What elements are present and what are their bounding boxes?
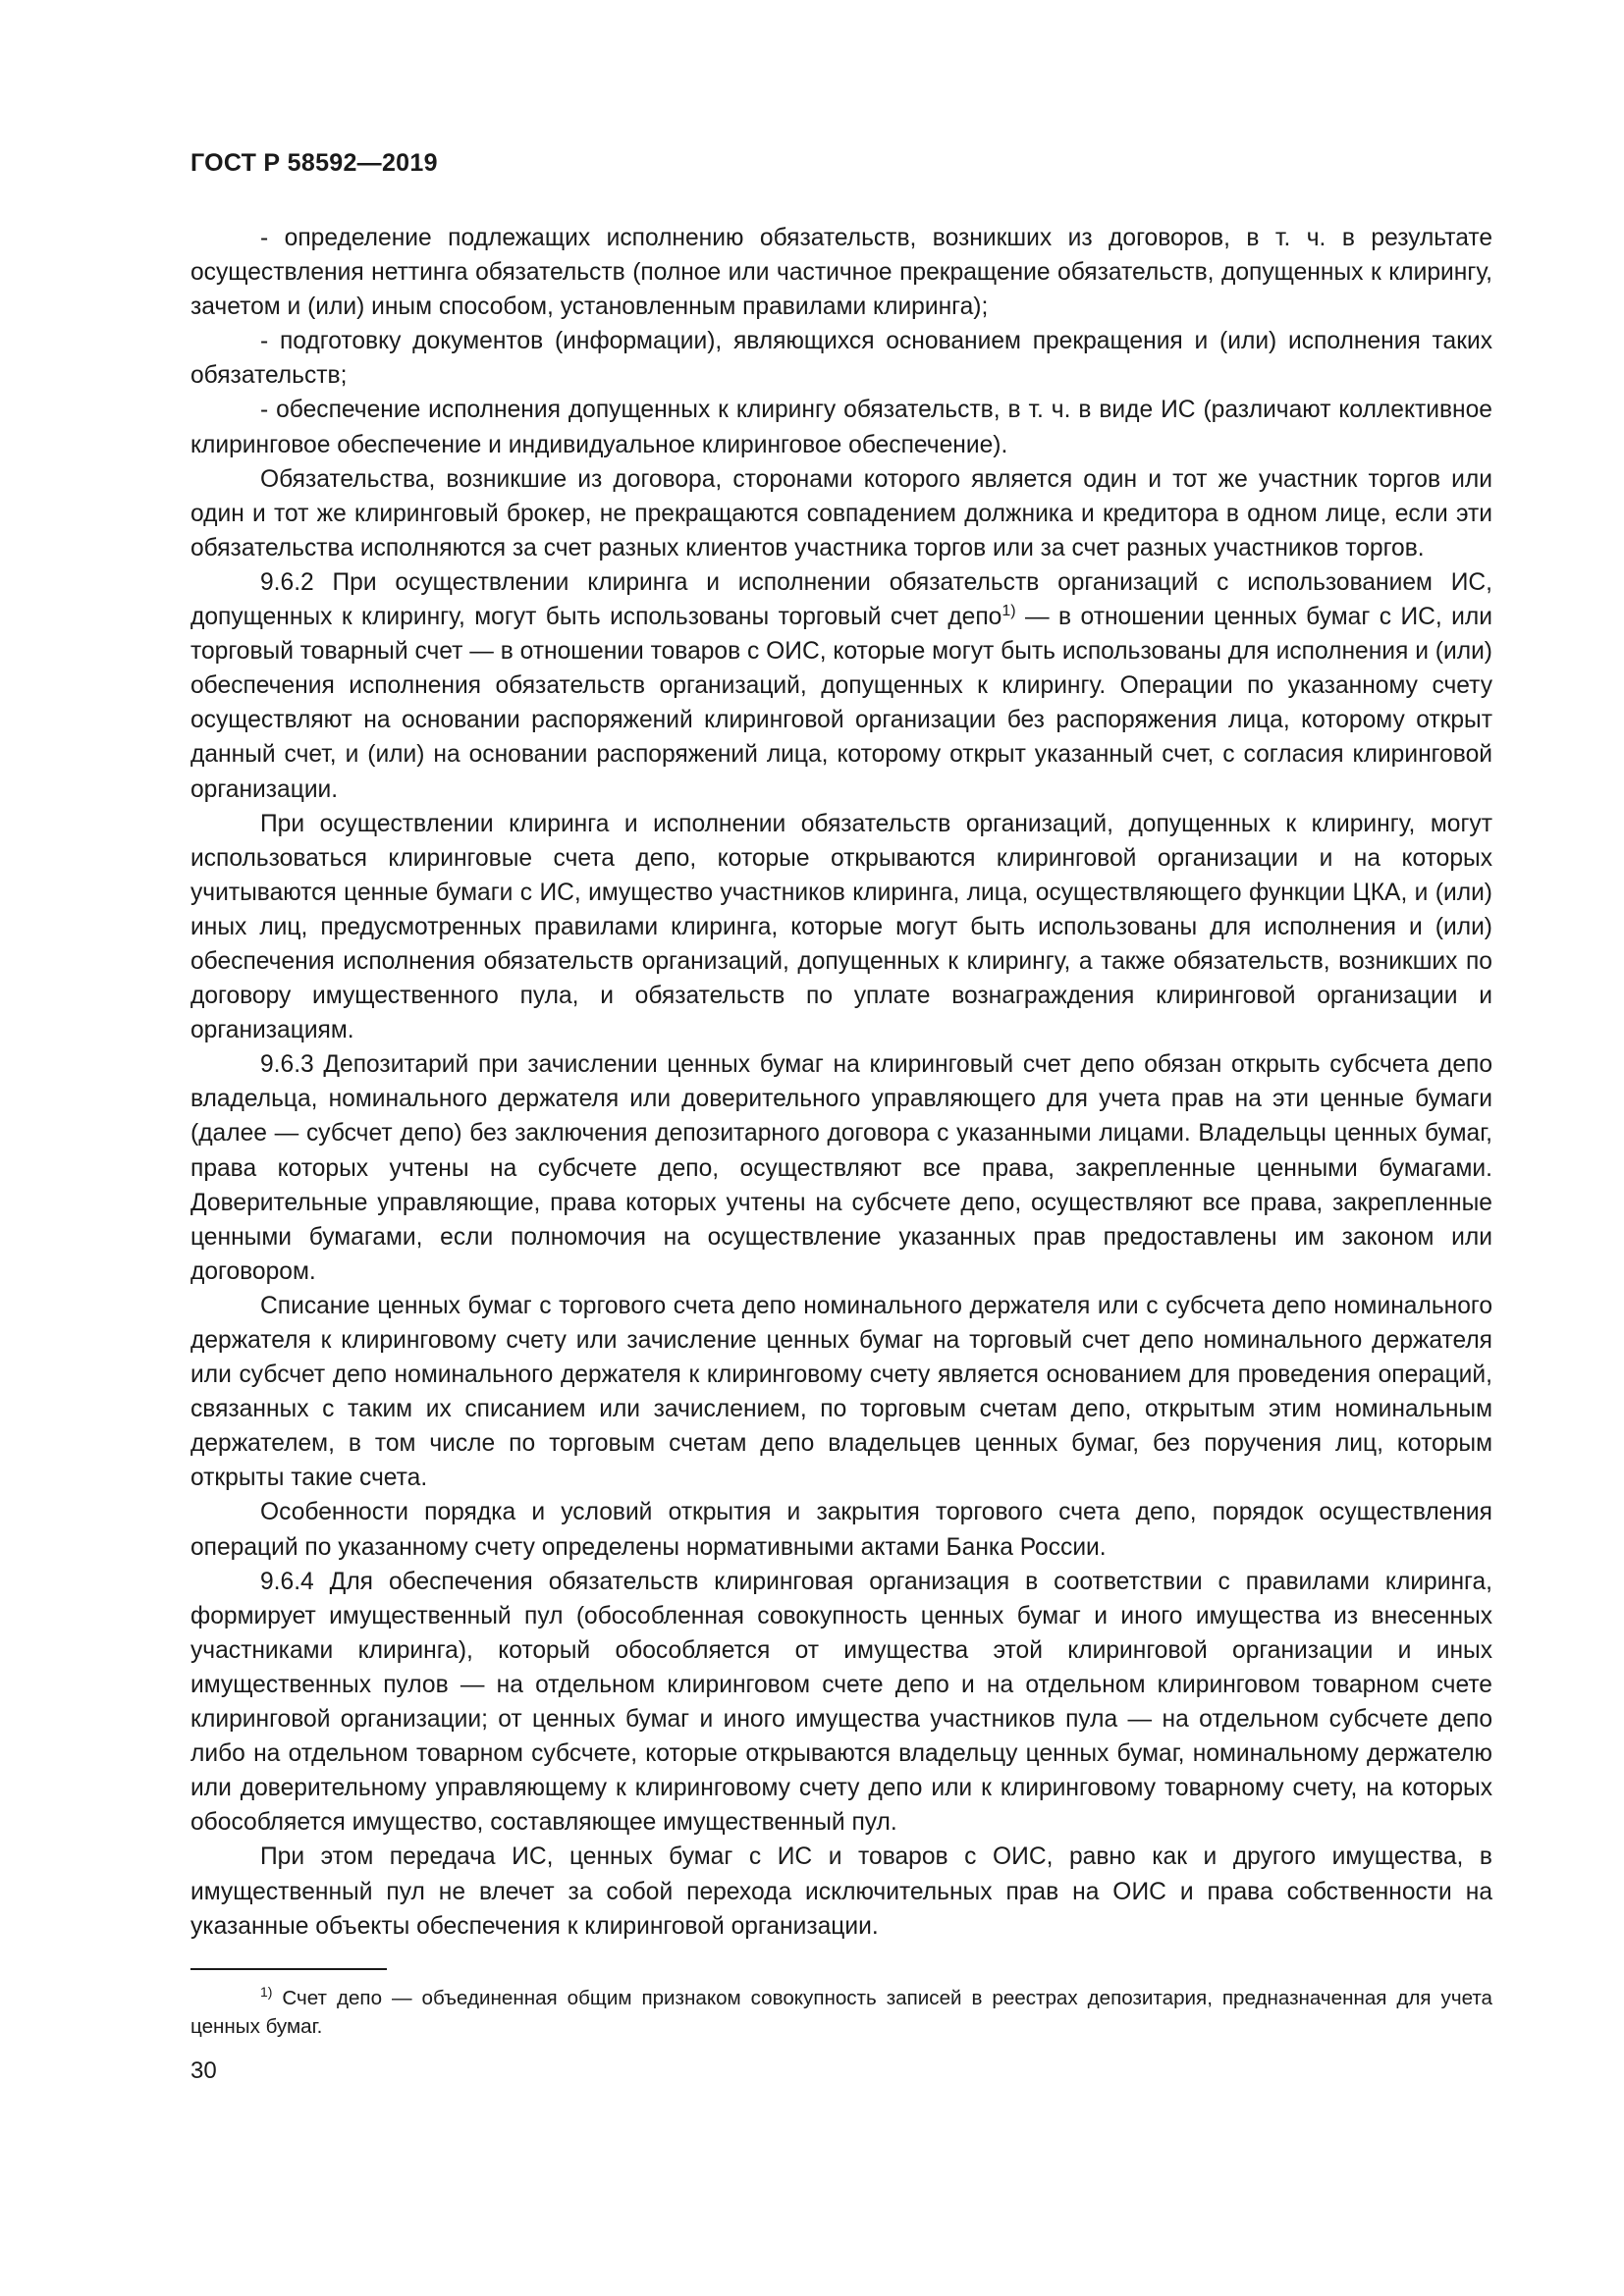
paragraph-property-pool-transfer: При этом передача ИС, ценных бумаг с ИС и товаров с ОИС, равно как и другого имущества, в имущественный пул не влечет за собой перехода исключительных прав на ОИС и права собственности на указанные объекты обеспечения к клиринговой организации.: [190, 1843, 1492, 1940]
paragraph-obligations-same-party: Обязательства, возникшие из договора, сторонами которого является один и тот же участник торгов или один и тот же клиринговый брокер, не прекращаются совпадением должника и кредитора в одном лице, если эти обязательства исполняются за счет разных клиентов участника торгов или за счет разных участников торгов.: [190, 465, 1492, 561]
footnote-marker: 1): [260, 1984, 273, 2000]
paragraph-9-6-3: 9.6.3 Депозитарий при зачислении ценных бумаг на клиринговый счет депо обязан открыть субсчета депо владельца, номинального держателя или доверительного управляющего для учета прав на эти ценные бумаги (далее — субсчет депо) без заключения депозитарного договора с указанными лицами. Владельцы ценных бумаг, права которых учтены на субсчете депо, осуществляют все права, закрепленные ценными бумагами. Доверительные управляющие, права которых учтены на субсчете депо, осуществляют все права, закрепленные ценными бумагами, если полномочия на осуществление указанных прав предоставлены им законом или договором.: [190, 1051, 1492, 1285]
footnote-divider: [190, 1968, 387, 1970]
paragraph-collateral: - обеспечение исполнения допущенных к клирингу обязательств, в т. ч. в виде ИС (различают коллективное клиринговое обеспечение и индивидуальное клиринговое обеспечение).: [190, 397, 1492, 458]
page-number: 30: [190, 2057, 217, 2084]
paragraph-9-6-2: [190, 565, 1492, 807]
footnote-reference: 1): [1001, 603, 1016, 620]
paragraph-clearing-obligations: - определение подлежащих исполнению обязательств, возникших из договоров, в т. ч. в результате осуществления неттинга обязательств (полное или частичное прекращение обязательств, допущенных к клирингу, зачетом и (или) иным способом, установленным правилами клиринга);: [190, 225, 1492, 321]
paragraph-clearing-depo-accounts: При осуществлении клиринга и исполнении обязательств организаций, допущенных к клирингу, могут использоваться клиринговые счета депо, которые открываются клиринговой организации и на которых учитываются ценные бумаги с ИС, имущество участников клиринга, лица, осуществляющего функции ЦКА, и (или) иных лиц, предусмотренных правилами клиринга, которые могут быть использованы для исполнения и (или) обеспечения исполнения обязательств организаций, допущенных к клирингу, а также обязательств, возникших по договору имущественного пула, и обязательств по уплате вознаграждения клиринговой организации и организациям.: [190, 810, 1492, 1044]
paragraph-9-6-2-text-end: — в отношении ценных бумаг с ИС, или торговый товарный счет — в отношении товаров с ОИС, которые могут быть использованы для исполнения и (или) обеспечения исполнения обязательств организаций, допущенных к клирингу. Операции по указанному счету осуществляют на основании распоряжений клиринговой организации без распоряжения лица, которому открыт данный счет, и (или) на основании распоряжений лица, которому открыт указанный счет, с согласия клиринговой организации.: [190, 604, 1493, 803]
footnote: [190, 1984, 1492, 2041]
paragraph-securities-write-off: Списание ценных бумаг с торгового счета депо номинального держателя или с субсчета депо номинального держателя к клиринговому счету или зачисление ценных бумаг на торговый счет депо номинального держателя или субсчет депо номинального держателя к клиринговому счету является основанием для проведения операций, связанных с таким их списанием или зачислением, по торговым счетам депо, открытым этим номинальным держателем, в том числе по торговым счетам депо владельцев ценных бумаг, без поручения лиц, которым открыты такие счета.: [190, 1292, 1492, 1492]
paragraph-trading-account-procedure: Особенности порядка и условий открытия и закрытия торгового счета депо, порядок осуществления операций по указанному счету определены нормативными актами Банка России.: [190, 1499, 1492, 1561]
footnote-text: Счет депо — объединенная общим признаком совокупность записей в реестрах депозитария, предназначенная для учета ценных бумаг.: [190, 1987, 1492, 2038]
document-body: [190, 221, 1492, 1944]
paragraph-9-6-4: 9.6.4 Для обеспечения обязательств клиринговая организация в соответствии с правилами клиринга, формирует имущественный пул (обособленная совокупность ценных бумаг и иного имущества из внесенных участниками клиринга), который обособляется от имущества этой клиринговой организации и иных имущественных пулов — на отдельном клиринговом счете депо и на отдельном клиринговом товарном счете клиринговой организации; от ценных бумаг и иного имущества участников пула — на отдельном субсчете депо либо на отдельном товарном субсчете, которые открываются владельцу ценных бумаг, номинальному держателю или доверительному управляющему к клиринговому счету депо или к клиринговому товарному счету, на которых обособляется имущество, составляющее имущественный пул.: [190, 1568, 1492, 1837]
document-header: ГОСТ Р 58592—2019: [190, 149, 438, 177]
paragraph-document-preparation: - подготовку документов (информации), являющихся основанием прекращения и (или) исполнения таких обязательств;: [190, 328, 1492, 390]
paragraph-9-6-2-text-start: 9.6.2 При осуществлении клиринга и исполнении обязательств организаций с использованием ИС, допущенных к клирингу, могут быть использованы торговый счет депо: [190, 568, 1492, 631]
